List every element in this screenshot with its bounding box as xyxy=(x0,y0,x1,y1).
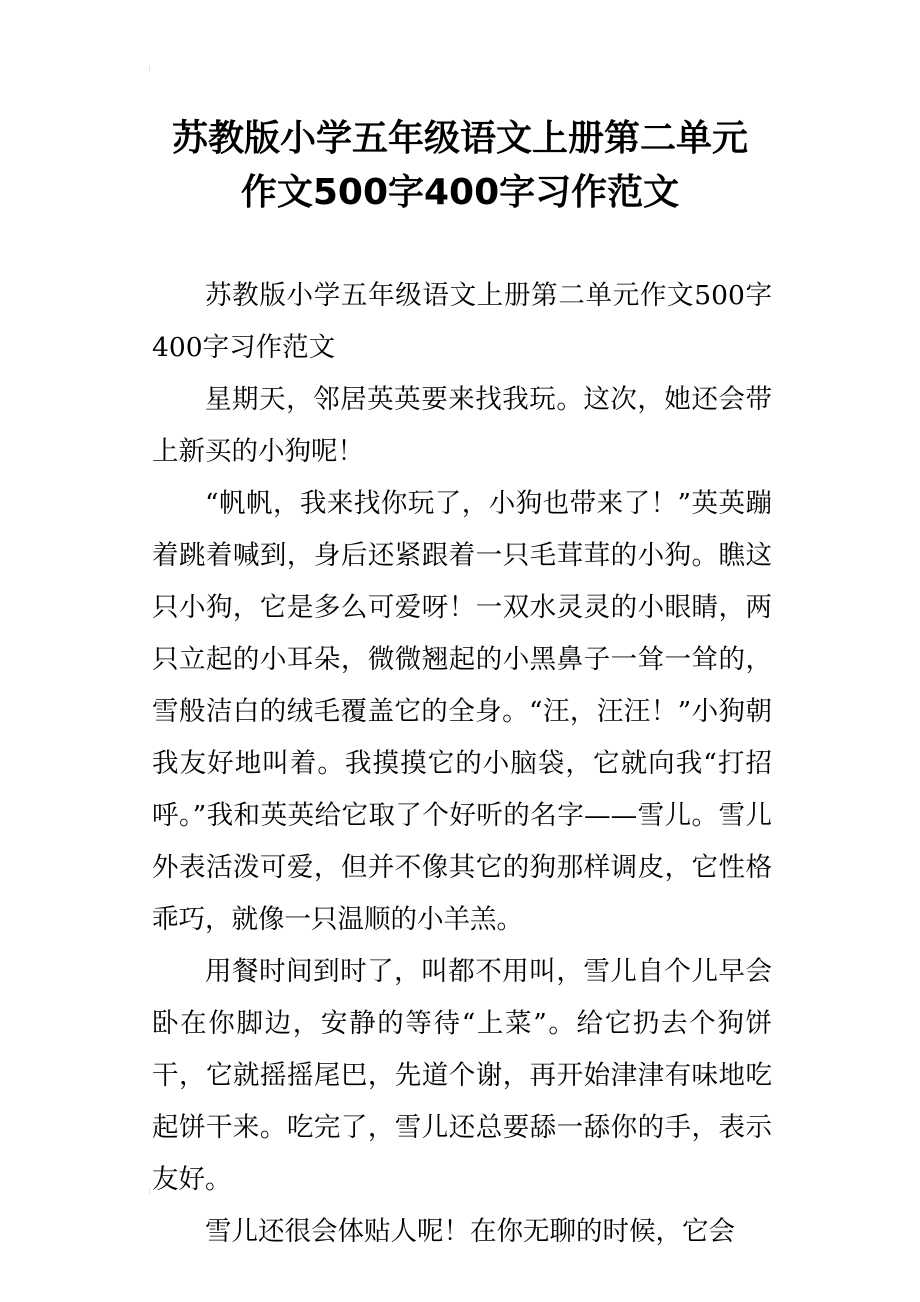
document-body xyxy=(152,270,772,1258)
corner-crop-mark-bottom: ⁝ xyxy=(148,1187,151,1197)
document-title xyxy=(60,112,860,220)
paragraph: 星期天，邻居英英要来找我玩。这次，她还会带上新买的小狗呢！ xyxy=(152,384,772,467)
paragraph: 雪儿还很会体贴人呢！在你无聊的时候，它会 xyxy=(205,1216,735,1247)
paragraph: 用餐时间到时了，叫都不用叫，雪儿自个儿早会卧在你脚边，安静的等待“上菜”。给它扔去个狗饼干，它就摇摇尾巴，先道个谢，再开始津津有味地吃起饼干来。吃完了，雪儿还总要舔一舔你的手，表示友好。 xyxy=(152,956,772,1195)
title-line-1: 苏教版小学五年级语文上册第二单元 xyxy=(171,118,748,159)
title-line-2: 作文500字400字习作范文 xyxy=(240,172,680,213)
corner-crop-mark-top: ⁝ xyxy=(148,65,151,75)
paragraph: “帆帆，我来找你玩了，小狗也带来了！”英英蹦着跳着喊到，身后还紧跟着一只毛茸茸的小狗。瞧这只小狗，它是多么可爱呀！一双水灵灵的小眼睛，两只立起的小耳朵，微微翘起的小黑鼻子一耸一耸的，雪般洁白的绒毛覆盖它的全身。“汪，汪汪！”小狗朝我友好地叫着。我摸摸它的小脑袋，它就向我“打招呼。”我和英英给它取了个好听的名字——雪儿。雪儿外表活泼可爱，但并不像其它的狗那样调皮，它性格乖巧，就像一只温顺的小羊羔。 xyxy=(152,488,772,935)
paragraph-subtitle: 苏教版小学五年级语文上册第二单元作文500字400字习作范文 xyxy=(152,280,772,363)
